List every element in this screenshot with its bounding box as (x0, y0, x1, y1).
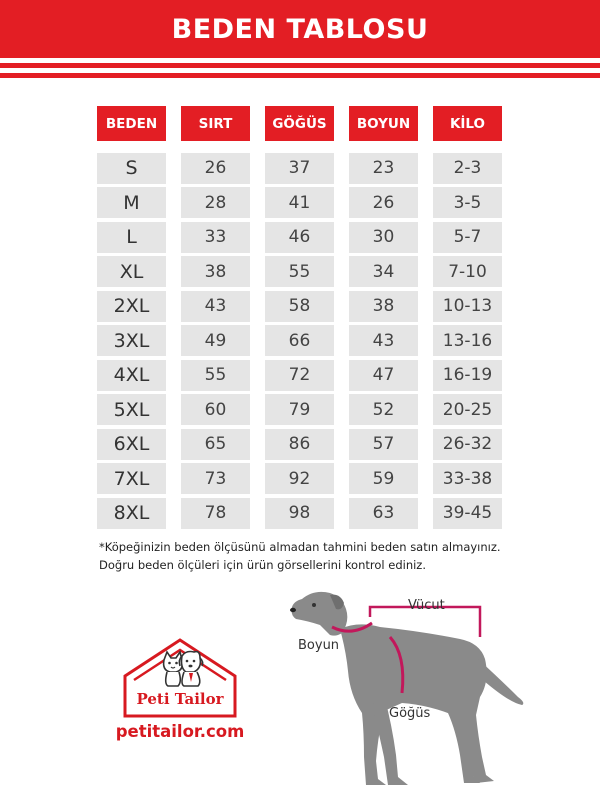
size-cell: 7XL (97, 463, 166, 494)
measurement-cell: 72 (265, 360, 334, 391)
size-cell: 2XL (97, 291, 166, 322)
measurement-cell: 73 (181, 463, 250, 494)
measurement-cell: 39-45 (433, 498, 502, 529)
measurement-cell: 10-13 (433, 291, 502, 322)
measurement-cell: 58 (265, 291, 334, 322)
brand-name: Peti Tailor (136, 690, 224, 708)
chest-label: Göğüs (389, 706, 431, 721)
measurement-cell: 49 (181, 325, 250, 356)
measurement-cell: 41 (265, 187, 334, 218)
size-cell: XL (97, 256, 166, 287)
measurement-cell: 30 (349, 222, 418, 253)
column-header: BEDEN (97, 106, 166, 141)
neck-label: Boyun (298, 638, 340, 653)
measurement-cell: 28 (181, 187, 250, 218)
measurement-cell: 98 (265, 498, 334, 529)
measurement-cell: 33-38 (433, 463, 502, 494)
measurement-cell: 5-7 (433, 222, 502, 253)
measurement-cell: 7-10 (433, 256, 502, 287)
size-note (99, 538, 569, 574)
measurement-cell: 86 (265, 429, 334, 460)
measurement-cell: 43 (349, 325, 418, 356)
website-link[interactable]: petitailor.com (115, 722, 245, 741)
measurement-cell: 3-5 (433, 187, 502, 218)
measurement-cell: 92 (265, 463, 334, 494)
header-stripe (0, 63, 600, 68)
note-line: Doğru beden ölçüleri için ürün görsellerini kontrol ediniz. (99, 558, 427, 572)
measurement-cell: 26 (349, 187, 418, 218)
measurement-cell: 66 (265, 325, 334, 356)
note-line: *Köpeğinizin beden ölçüsünü almadan tahmini beden satın almayınız. (99, 540, 501, 554)
size-cell: M (97, 187, 166, 218)
measurement-cell: 59 (349, 463, 418, 494)
size-cell: 3XL (97, 325, 166, 356)
measurement-cell: 60 (181, 394, 250, 425)
size-cell: 4XL (97, 360, 166, 391)
measurement-cell: 43 (181, 291, 250, 322)
size-cell: S (97, 153, 166, 184)
measurement-cell: 20-25 (433, 394, 502, 425)
measurement-cell: 52 (349, 394, 418, 425)
measurement-cell: 47 (349, 360, 418, 391)
measurement-cell: 55 (181, 360, 250, 391)
body-label: Vücut (408, 598, 445, 613)
measurement-cell: 65 (181, 429, 250, 460)
header-stripe (0, 73, 600, 78)
size-cell: 6XL (97, 429, 166, 460)
size-cell: 8XL (97, 498, 166, 529)
column-header: KİLO (433, 106, 502, 141)
size-cell: 5XL (97, 394, 166, 425)
measurement-cell: 38 (349, 291, 418, 322)
measurement-cell: 2-3 (433, 153, 502, 184)
dog-icon (179, 652, 202, 687)
column-header: SIRT (181, 106, 250, 141)
measurement-cell: 57 (349, 429, 418, 460)
measurement-cell: 33 (181, 222, 250, 253)
measurement-cell: 23 (349, 153, 418, 184)
dog-measurement-diagram (280, 585, 540, 795)
measurement-cell: 26-32 (433, 429, 502, 460)
size-table (97, 106, 502, 529)
measurement-cell: 37 (265, 153, 334, 184)
measurement-cell: 26 (181, 153, 250, 184)
page-title: BEDEN TABLOSU (171, 14, 429, 45)
column-header: GÖĞÜS (265, 106, 334, 141)
measurement-cell: 79 (265, 394, 334, 425)
measurement-cell: 55 (265, 256, 334, 287)
dog-silhouette-icon (292, 592, 524, 785)
measurement-cell: 78 (181, 498, 250, 529)
measurement-cell: 63 (349, 498, 418, 529)
measurement-cell: 13-16 (433, 325, 502, 356)
measurement-cell: 38 (181, 256, 250, 287)
measurement-cell: 16-19 (433, 360, 502, 391)
measurement-cell: 34 (349, 256, 418, 287)
size-cell: L (97, 222, 166, 253)
column-header: BOYUN (349, 106, 418, 141)
measurement-cell: 46 (265, 222, 334, 253)
